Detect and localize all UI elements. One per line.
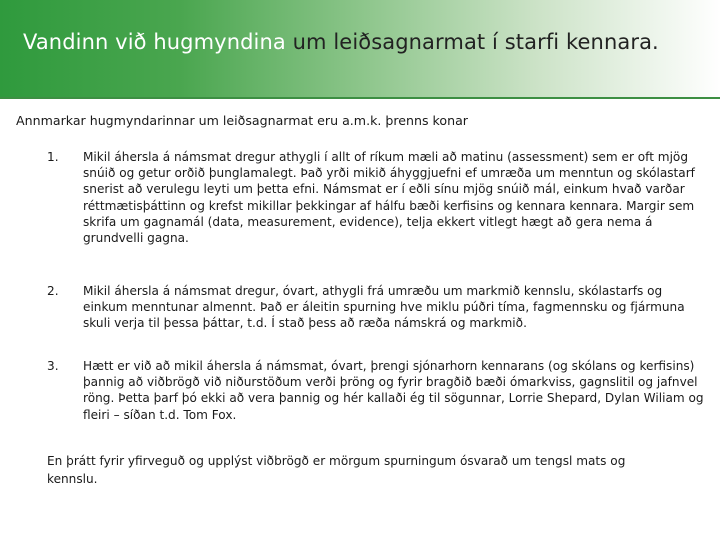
slide-title-part2: um leiðsagnarmat í starfi kennara. (285, 30, 659, 54)
closing-text: En þrátt fyrir yfirveguð og upplýst viðbrögð er mörgum spurningum ósvarað um tengsl mats og kennslu. (47, 454, 626, 486)
intro-text: Annmarkar hugmyndarinnar um leiðsagnarmat eru a.m.k. þrenns konar (16, 113, 468, 128)
list-item-number: 2. (47, 284, 59, 298)
title-banner (0, 0, 720, 97)
list-item-number: 3. (47, 359, 59, 373)
list-item-number: 1. (47, 150, 59, 164)
slide-title (23, 30, 659, 54)
list-item-text: Mikil áhersla á námsmat dregur athygli í allt of ríkum mæli að matinu (assessment) sem er oft mjög snúið og getur orðið þunglamalegt. Það yrði mikið áhyggjuefni ef umræða um menntun og skólastarf snerist að verulegu leyti um þetta efni. Námsmat er í eðli sínu mjög snúið mál, einkum hvað varðar réttmætisþáttinn og krefst mikillar þekkingar af hálfu bæði kerfisins og kennara kennara. Margir sem skrifa um gagnamál (data, measurement, evidence), telja ekkert vitlegt hægt að gera nema á grundvelli gagna. (83, 150, 695, 246)
slide-title-part1: Vandinn við hugmyndina (23, 30, 286, 54)
title-divider (0, 97, 720, 99)
list-item-text: Hætt er við að mikil áhersla á námsmat, óvart, þrengi sjónarhorn kennarans (og skólans og kerfisins) þannig að viðbrögð við niðurstöðum verði þröng og fyrir bragðið bæði ómarkviss, gagnslitil og jafnvel röng. Þetta þarf þó ekki að vera þannig og hér kallaði ég til sögunnar, Lorrie Shepard, Dylan Wiliam og fleiri – síðan t.d. Tom Fox. (83, 359, 704, 422)
list-item-text: Mikil áhersla á námsmat dregur, óvart, athygli frá umræðu um markmið kennslu, skólastarfs og einkum menntunar almennt. Það er áleitin spurning hve miklu púðri tíma, fagmennsku og fjármuna skuli verja til þessa þáttar, t.d. Í stað þess að ræða námskrá og markmið. (83, 284, 685, 331)
